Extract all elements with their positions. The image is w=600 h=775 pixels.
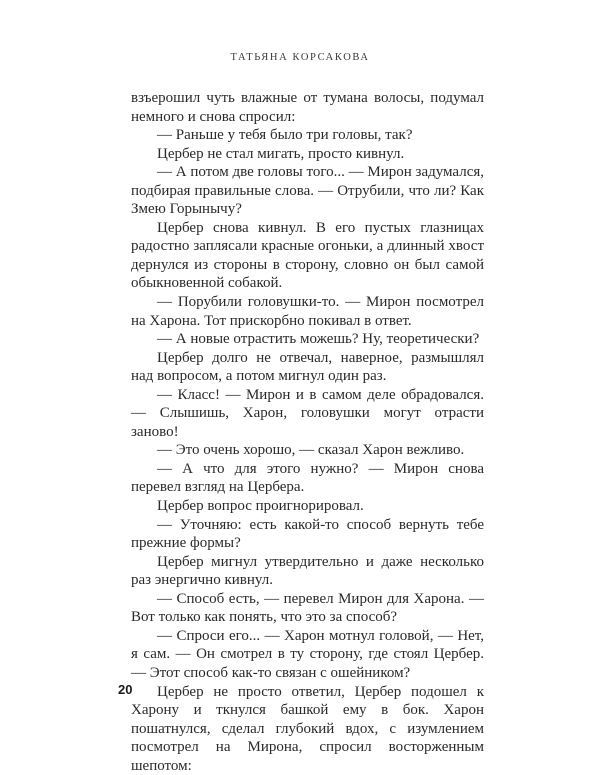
- paragraph: взъерошил чуть влажные от тумана волосы, подумал немного и снова спросил:: [131, 89, 484, 126]
- paragraph: — Раньше у тебя было три головы, так?: [131, 126, 484, 145]
- paragraph: — А что для этого нужно? — Мирон снова перевел взгляд на Цербера.: [131, 460, 484, 497]
- paragraph: Цербер не стал мигать, просто кивнул.: [131, 145, 484, 164]
- paragraph: Цербер мигнул утвердительно и даже несколько раз энергично кивнул.: [131, 553, 484, 590]
- running-header: ТАТЬЯНА КОРСАКОВА: [0, 52, 600, 63]
- paragraph: Цербер долго не отвечал, наверное, размышлял над вопросом, а потом мигнул один раз.: [131, 349, 484, 386]
- paragraph: Цербер не просто ответил, Цербер подошел к Харону и ткнулся башкой ему в бок. Харон пошатнулся, сделал глубокий вдох, с изумлением посмотрел на Мирона, спросил восторженным шепотом:: [131, 683, 484, 775]
- paragraph: — Способ есть, — перевел Мирон для Харона. — Вот только как понять, что это за способ?: [131, 590, 484, 627]
- paragraph: — Уточняю: есть какой-то способ вернуть тебе прежние формы?: [131, 516, 484, 553]
- paragraph: — Это очень хорошо, — сказал Харон вежливо.: [131, 441, 484, 460]
- paragraph: Цербер снова кивнул. В его пустых глазницах радостно заплясали красные огоньки, а длинный хвост дернулся из стороны в сторону, словно он был самой обыкновенной собакой.: [131, 219, 484, 293]
- paragraph: — А потом две головы того... — Мирон задумался, подбирая правильные слова. — Отрубили, что ли? Как Змею Горынычу?: [131, 163, 484, 219]
- paragraph: — А новые отрастить можешь? Ну, теоретически?: [131, 330, 484, 349]
- paragraph: Цербер вопрос проигнорировал.: [131, 497, 484, 516]
- page-number: 20: [118, 682, 132, 697]
- paragraph: — Порубили головушки-то. — Мирон посмотрел на Харона. Тот прискорбно покивал в ответ.: [131, 293, 484, 330]
- paragraph: — Спроси его... — Харон мотнул головой, — Нет, я сам. — Он смотрел в ту сторону, где стоял Цербер. — Этот способ как-то связан с ошейником?: [131, 627, 484, 683]
- body-text: [131, 89, 484, 775]
- paragraph: — Класс! — Мирон и в самом деле обрадовался. — Слышишь, Харон, головушки могут отрасти заново!: [131, 386, 484, 442]
